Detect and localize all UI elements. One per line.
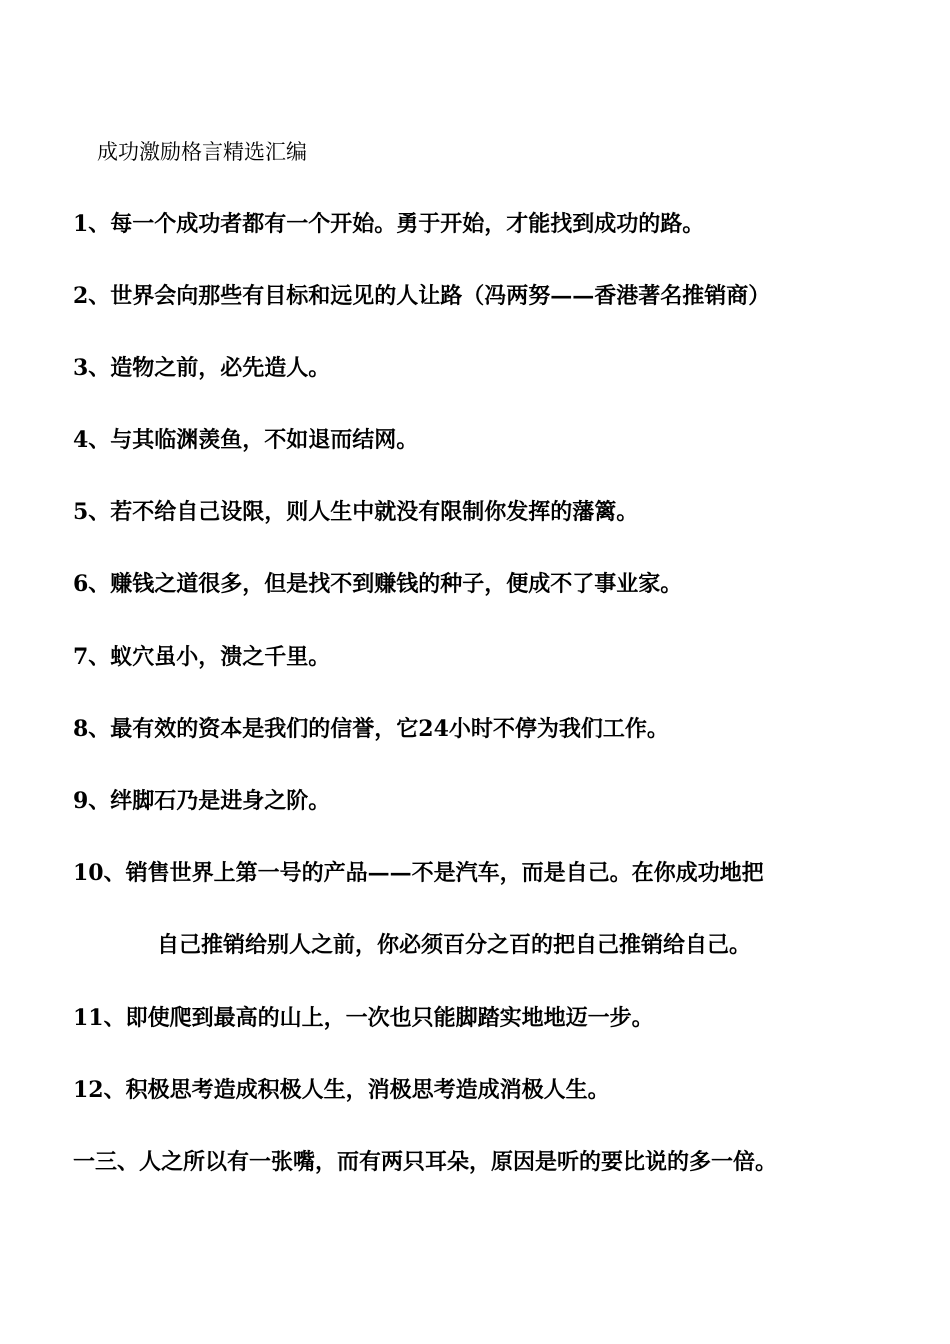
quote-line-10-continued: 自己推销给别人之前，你必须百分之百的把自己推销给自己。 [157,932,752,958]
quote-line-3: 3、造物之前，必先造人。 [73,355,331,381]
quote-line-11: 11、即使爬到最高的山上，一次也只能脚踏实地地迈一步。 [73,1005,654,1031]
quote-line-7: 7、蚁穴虽小，溃之千里。 [73,644,331,670]
quote-line-6: 6、赚钱之道很多，但是找不到赚钱的种子，便成不了事业家。 [73,571,683,597]
quote-line-2: 2、世界会向那些有目标和远见的人让路（冯两努——香港著名推销商） [73,283,771,309]
quote-line-8: 8、最有效的资本是我们的信誉，它24小时不停为我们工作。 [73,716,669,742]
quote-line-9: 9、绊脚石乃是进身之阶。 [73,788,331,814]
quote-line-1: 1、每一个成功者都有一个开始。勇于开始，才能找到成功的路。 [73,211,705,237]
quote-line-12: 12、积极思考造成积极人生，消极思考造成消极人生。 [73,1077,610,1103]
document-title: 成功激励格言精选汇编 [97,140,307,164]
quote-line-10: 10、销售世界上第一号的产品——不是汽车，而是自己。在你成功地把 [73,860,764,886]
quote-line-5: 5、若不给自己设限，则人生中就没有限制你发挥的藩篱。 [73,499,639,525]
quote-line-13: 一三、人之所以有一张嘴，而有两只耳朵，原因是听的要比说的多一倍。 [73,1149,778,1175]
quote-line-4: 4、与其临渊羡鱼，不如退而结网。 [73,427,419,453]
